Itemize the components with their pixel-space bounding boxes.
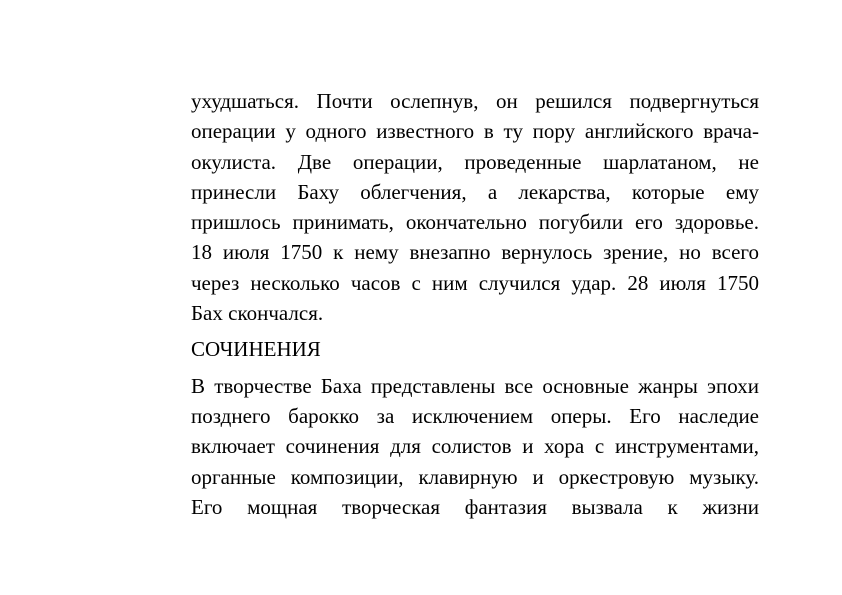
paragraph-line: ухудшаться. Почти ослепнув, он решился подвергнуться [191, 89, 759, 113]
paragraph-line: включает сочинения для солистов и хора с инструментами, [191, 434, 759, 459]
paragraph-2 [191, 371, 759, 522]
paragraph-line: 18 июля 1750 к нему внезапно вернулось зрение, но всего [191, 240, 759, 265]
paragraph-line: пришлось принимать, окончательно погубили его здоровье. [191, 210, 759, 235]
text-column [191, 86, 759, 522]
paragraph-line: операции у одного известного в ту пору английского врача- [191, 119, 759, 144]
paragraph-line: позднего барокко за исключением оперы. Его наследие [191, 403, 759, 428]
paragraph-line: через несколько часов с ним случился удар. 28 июля 1750 [191, 270, 759, 295]
paragraph-line: Его мощная творческая фантазия вызвала к жизни [191, 494, 759, 519]
section-heading: СОЧИНЕНИЯ [191, 337, 321, 362]
paragraph-line: принесли Баху облегчения, а лекарства, которые ему [191, 179, 759, 204]
paragraph-line: Бах скончался. [191, 301, 324, 326]
paragraph-1 [191, 86, 759, 328]
paragraph-line: окулиста. Две операции, проведенные шарлатаном, не [191, 149, 759, 174]
paragraph-line: органные композиции, клавирную и оркестровую музыку. [191, 464, 759, 489]
paragraph-line: В творчестве Баха представлены все основные жанры эпохи [191, 373, 759, 398]
